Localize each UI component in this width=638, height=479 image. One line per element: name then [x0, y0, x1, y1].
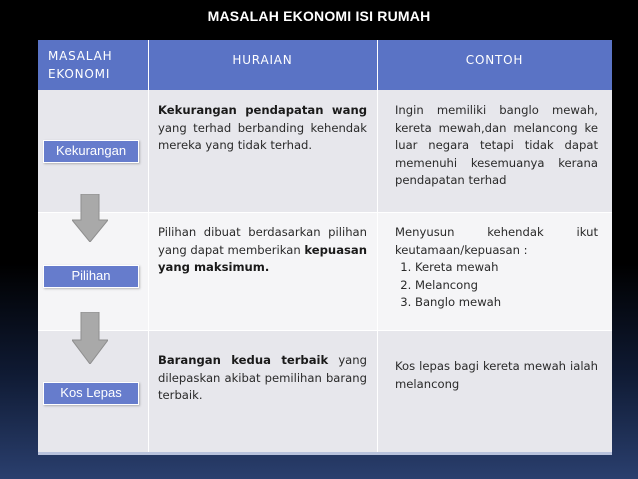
row-divider	[38, 212, 612, 213]
list-item: 3. Banglo mewah	[415, 294, 598, 312]
table-bottom-border	[38, 452, 612, 455]
label-pilihan: Pilihan	[43, 265, 139, 288]
slide-title: MASALAH EKONOMI ISI RUMAH	[207, 8, 431, 24]
contoh-pilihan	[377, 218, 612, 312]
contoh-pilihan-list	[395, 259, 598, 312]
list-item: 1. Kereta mewah	[415, 259, 598, 277]
down-arrow-icon	[72, 312, 108, 364]
header-contoh: CONTOH	[377, 40, 612, 90]
header-huraian: HURAIAN	[148, 40, 377, 90]
contoh-pilihan-intro: Menyusun kehendak ikut keutamaan/kepuasan :	[395, 225, 598, 257]
huraian-kos-lepas-text: yang dilepaskan akibat pemilihan barang terbaik.	[158, 353, 367, 402]
huraian-pilihan	[148, 218, 377, 277]
economy-problems-table	[38, 40, 612, 452]
contoh-kos-lepas: Kos lepas bagi kereta mewah ialah melancong	[395, 359, 598, 391]
huraian-kos-lepas	[148, 346, 377, 405]
label-kekurangan: Kekurangan	[43, 140, 139, 163]
list-item: 2. Melancong	[415, 277, 598, 295]
row-divider	[38, 330, 612, 331]
huraian-kos-lepas-bold: Barangan kedua terbaik	[158, 353, 329, 367]
down-arrow-icon	[72, 194, 108, 242]
huraian-kekurangan	[148, 96, 377, 155]
header-masalah-ekonomi: MASALAH EKONOMI	[38, 40, 148, 90]
huraian-pilihan-text: Pilihan dibuat berdasarkan pilihan yang dapat memberikan	[158, 225, 367, 257]
huraian-kekurangan-text: yang terhad berbanding kehendak mereka yang tidak terhad.	[158, 120, 367, 152]
huraian-pilihan-bold: kepuasan yang maksimum.	[158, 242, 367, 274]
contoh-kekurangan: Ingin memiliki banglo mewah, kereta mewah,dan melancong ke luar negara tetapi tidak dapat memenuhi kesemuanya kerana pendapatan terhad	[395, 103, 598, 187]
huraian-kekurangan-bold: Kekurangan pendapatan wang	[158, 103, 367, 117]
label-kos-lepas: Kos Lepas	[43, 382, 139, 405]
